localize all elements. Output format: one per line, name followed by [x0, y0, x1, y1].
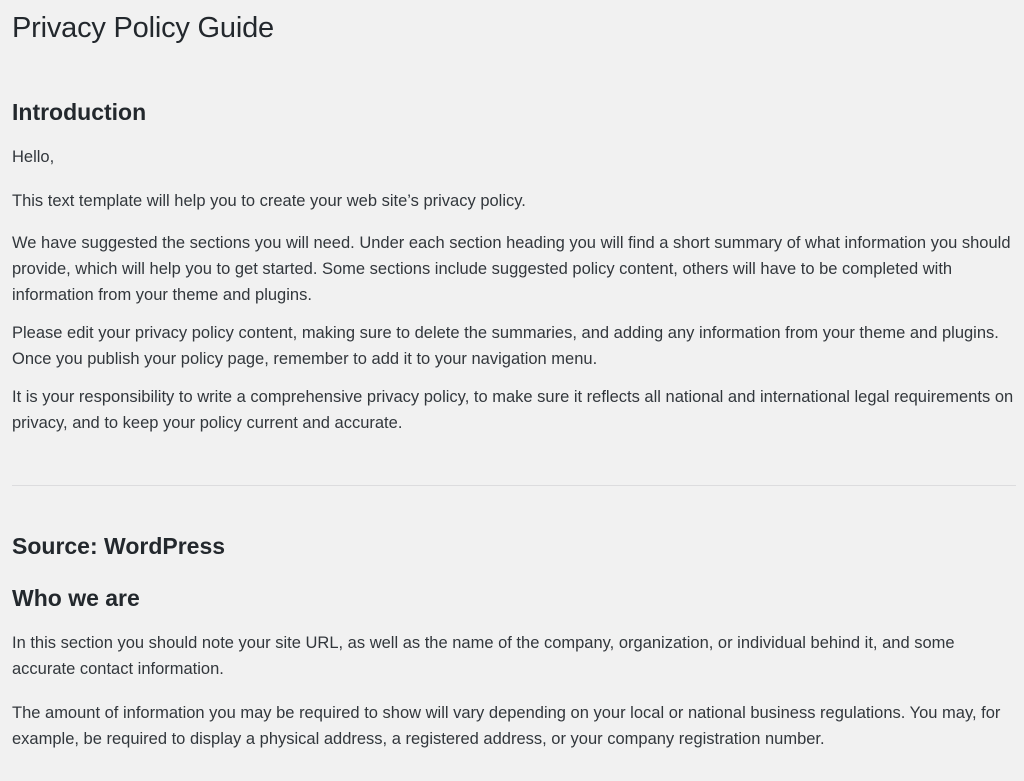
introduction-section [12, 96, 1020, 448]
section-divider [12, 485, 1016, 486]
who-we-are-paragraph-regulations: The amount of information you may be required to show will vary depending on your local or national business regulations. You may, for example, be required to display a physical address, a registered address, or your company registration number. [12, 704, 1001, 748]
page-title: Privacy Policy Guide [12, 12, 274, 44]
introduction-heading: Introduction [12, 99, 147, 125]
who-we-are-paragraph-url: In this section you should note your site URL, as well as the name of the company, organization, or individual behind it, and some accurate contact information. [12, 634, 955, 678]
who-we-are-subsection [12, 582, 1020, 752]
intro-paragraph-responsibility: It is your responsibility to write a comprehensive privacy policy, to make sure it reflects all national and international legal requirements on privacy, and to keep your policy current and accurate. [12, 388, 1014, 432]
intro-paragraph-edit: Please edit your privacy policy content, making sure to delete the summaries, and adding any information from your theme and plugins. Once you publish your policy page, remember to add it to your navigation menu. [12, 324, 999, 368]
source-heading: Source: WordPress [12, 533, 226, 559]
intro-paragraph-sections: We have suggested the sections you will need. Under each section heading you will find a short summary of what information you should provide, which will help you to get started. Some sections include suggested policy content, others will have to be completed with information from your theme and plugins. [12, 234, 1011, 304]
intro-paragraph-greeting: Hello, [12, 148, 55, 166]
intro-paragraph-template: This text template will help you to create your web site’s privacy policy. [12, 192, 526, 210]
source-section [12, 530, 1020, 764]
who-we-are-heading: Who we are [12, 585, 140, 611]
